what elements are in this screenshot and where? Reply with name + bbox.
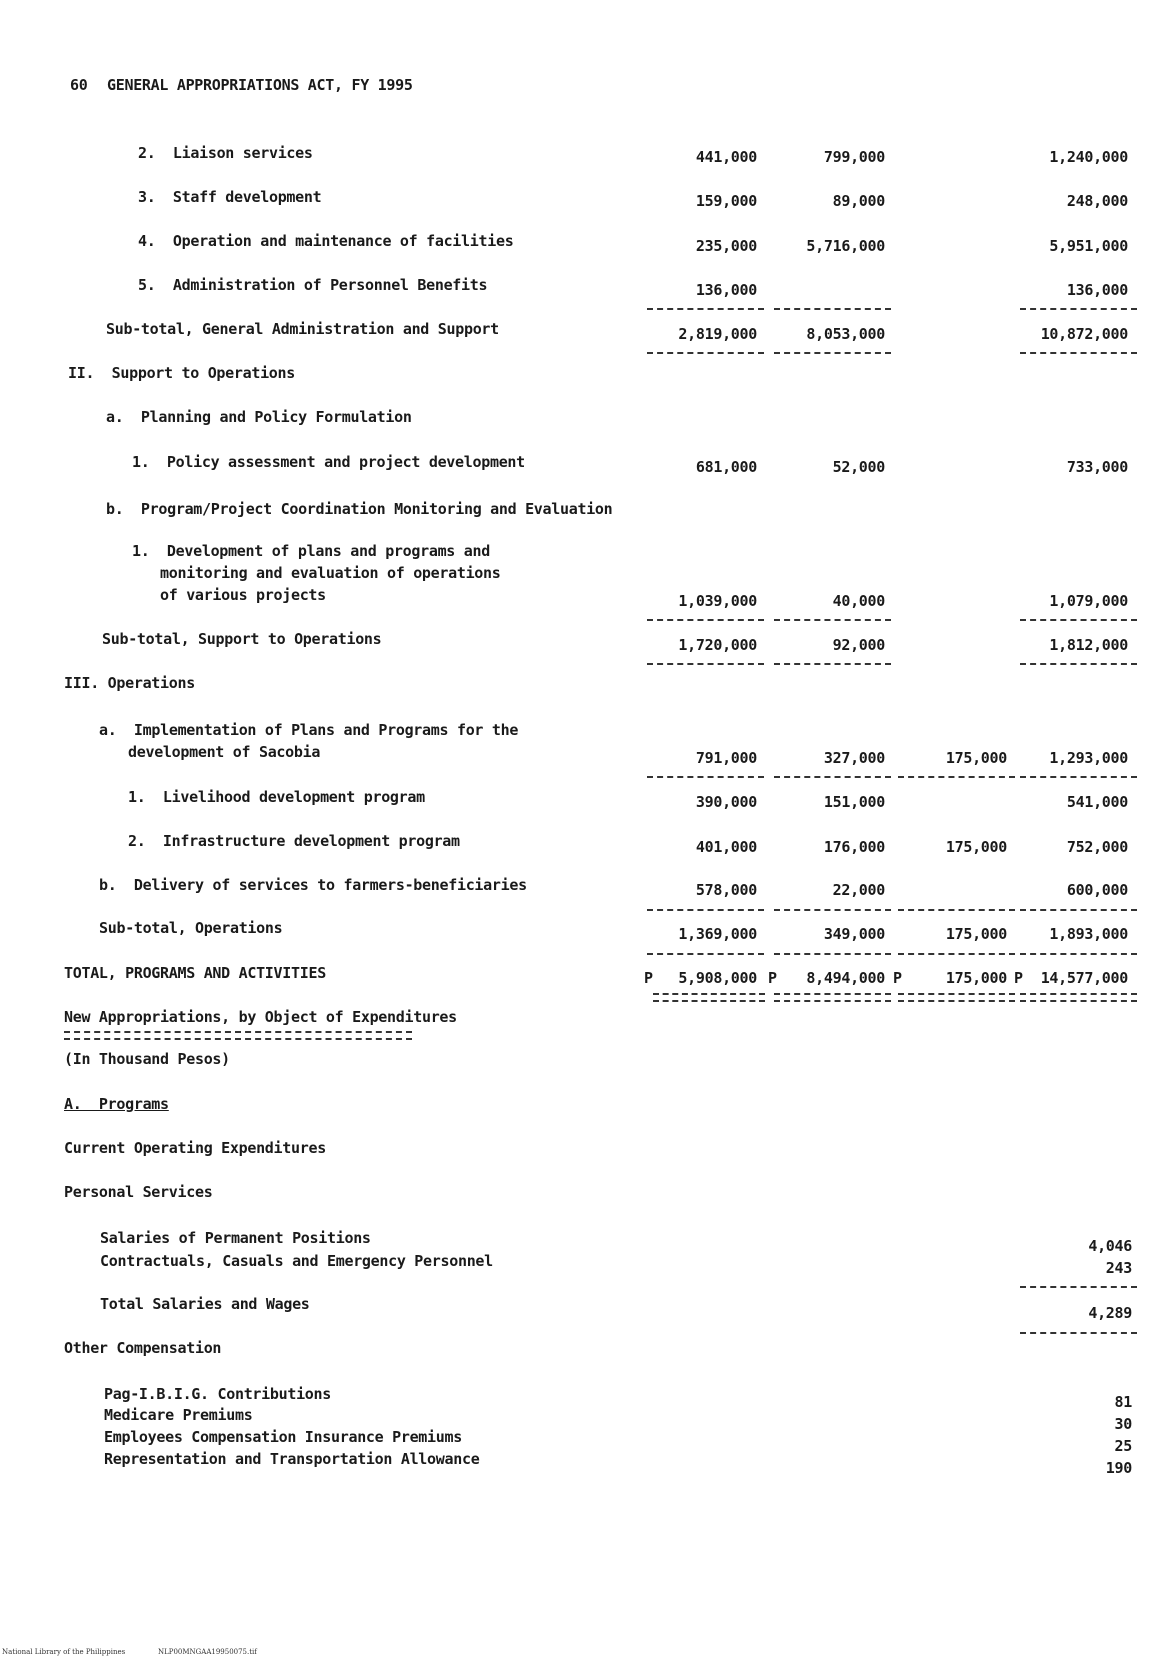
rule [1020,308,1137,310]
row-delivery-c4: 600,000 [1066,881,1128,899]
footer-file: NLP00MNGAA19950075.tif [158,1648,257,1656]
page-title: GENERAL APPROPRIATIONS ACT, FY 1995 [107,76,413,94]
total-salaries-label: Total Salaries and Wages [100,1295,310,1313]
row-staff-label: 3. Staff development [138,188,322,206]
subsection-program-coord: b. Program/Project Coordination Monitoring and Evaluation [106,500,613,518]
row-liaison-label: 2. Liaison services [138,144,313,162]
subsection-planning: a. Planning and Policy Formulation [106,408,412,426]
rule [1020,776,1137,778]
peso-sign: P [644,969,654,987]
subtotal-ops-c2: 349,000 [823,925,885,943]
rule [1020,663,1137,665]
double-rule [653,993,765,1002]
subtotal-gas-label: Sub-total, General Administration and Support [106,320,499,338]
programs-heading: A. Programs [64,1095,169,1113]
row-admin-c1: 136,000 [695,281,757,299]
subtotal-gas-c4: 10,872,000 [1040,325,1128,343]
total-c4: 14,577,000 [1040,969,1128,987]
row-policy-c2: 52,000 [832,458,885,476]
pagibig-label: Pag-I.B.I.G. Contributions [104,1385,332,1403]
rule [647,352,764,354]
subtotal-ops-c3: 175,000 [945,925,1007,943]
section-operations: III. Operations [64,674,195,692]
row-infrastructure-c4: 752,000 [1066,838,1128,856]
total-c3: 175,000 [945,969,1007,987]
ecip-value: 25 [1114,1437,1132,1455]
rule [774,776,891,778]
contractuals-label: Contractuals, Casuals and Emergency Personnel [100,1252,493,1270]
row-livelihood-c2: 151,000 [823,793,885,811]
rule [774,953,891,955]
row-opmaint-c1: 235,000 [695,237,757,255]
row-livelihood-c4: 541,000 [1066,793,1128,811]
row-policy-label: 1. Policy assessment and project development [132,453,525,471]
subtotal-ops-c4: 1,893,000 [1049,925,1128,943]
rata-value: 190 [1105,1459,1132,1477]
row-infrastructure-label: 2. Infrastructure development program [128,832,460,850]
row-devplans-label-2: monitoring and evaluation of operations [160,564,501,582]
rule [774,308,891,310]
rata-label: Representation and Transportation Allowance [104,1450,480,1468]
row-implementation-c2: 327,000 [823,749,885,767]
page-number: 60 [70,76,88,94]
current-opex-heading: Current Operating Expenditures [64,1139,326,1157]
row-livelihood-c1: 390,000 [695,793,757,811]
row-staff-c1: 159,000 [695,192,757,210]
subtotal-ops-c1: 1,369,000 [678,925,757,943]
subtotal-support-c1: 1,720,000 [678,636,757,654]
rule [898,909,1015,911]
row-policy-c1: 681,000 [695,458,757,476]
row-devplans-c4: 1,079,000 [1049,592,1128,610]
row-implementation-c3: 175,000 [945,749,1007,767]
peso-sign: P [893,969,903,987]
row-devplans-label-3: of various projects [160,586,326,604]
row-implementation-label-1: a. Implementation of Plans and Programs for the [99,721,519,739]
row-delivery-c2: 22,000 [832,881,885,899]
row-delivery-label: b. Delivery of services to farmers-beneficiaries [99,876,527,894]
rule [647,909,764,911]
subtotal-support-c2: 92,000 [832,636,885,654]
double-rule [898,993,1015,1002]
rule [1020,953,1137,955]
rule [774,909,891,911]
units-note: (In Thousand Pesos) [64,1050,230,1068]
rule [647,308,764,310]
rule [1020,1332,1137,1334]
contractuals-value: 243 [1105,1259,1132,1277]
subtotal-support-c4: 1,812,000 [1049,636,1128,654]
total-c1: 5,908,000 [678,969,757,987]
object-heading: New Appropriations, by Object of Expenditures [64,1008,457,1026]
rule [647,776,764,778]
rule [1020,352,1137,354]
row-liaison-c1: 441,000 [695,148,757,166]
subtotal-ops-label: Sub-total, Operations [99,919,283,937]
peso-sign: P [768,969,778,987]
footer-library: National Library of the Philippines [2,1648,126,1656]
row-admin-c4: 136,000 [1066,281,1128,299]
row-policy-c4: 733,000 [1066,458,1128,476]
row-staff-c2: 89,000 [832,192,885,210]
row-devplans-c2: 40,000 [832,592,885,610]
row-admin-label: 5. Administration of Personnel Benefits [138,276,488,294]
row-liaison-c2: 799,000 [823,148,885,166]
medicare-value: 30 [1114,1415,1132,1433]
rule [774,352,891,354]
row-liaison-c4: 1,240,000 [1049,148,1128,166]
row-devplans-label-1: 1. Development of plans and programs and [132,542,490,560]
row-delivery-c1: 578,000 [695,881,757,899]
row-devplans-c1: 1,039,000 [678,592,757,610]
rule [1020,1286,1137,1288]
total-c2: 8,494,000 [806,969,885,987]
row-opmaint-c4: 5,951,000 [1049,237,1128,255]
row-implementation-c1: 791,000 [695,749,757,767]
total-label: TOTAL, PROGRAMS AND ACTIVITIES [64,964,326,982]
total-salaries-value: 4,289 [1088,1304,1132,1322]
rule [898,776,1015,778]
pagibig-value: 81 [1114,1393,1132,1411]
rule [1020,619,1137,621]
rule [647,663,764,665]
row-implementation-c4: 1,293,000 [1049,749,1128,767]
double-rule [774,993,891,1002]
subtotal-support-label: Sub-total, Support to Operations [102,630,382,648]
rule [1020,909,1137,911]
row-infrastructure-c2: 176,000 [823,838,885,856]
section-support-ops: II. Support to Operations [68,364,296,382]
rule [774,619,891,621]
rule [774,663,891,665]
medicare-label: Medicare Premiums [104,1406,253,1424]
rule [647,619,764,621]
personal-services-heading: Personal Services [64,1183,213,1201]
row-opmaint-c2: 5,716,000 [806,237,885,255]
row-opmaint-label: 4. Operation and maintenance of facilities [138,232,514,250]
subtotal-gas-c2: 8,053,000 [806,325,885,343]
peso-sign: P [1014,969,1024,987]
double-rule [1020,993,1137,1002]
row-implementation-label-2: development of Sacobia [128,743,321,761]
other-comp-heading: Other Compensation [64,1339,222,1357]
salaries-permanent-value: 4,046 [1088,1237,1132,1255]
ecip-label: Employees Compensation Insurance Premiums [104,1428,462,1446]
subtotal-gas-c1: 2,819,000 [678,325,757,343]
row-infrastructure-c3: 175,000 [945,838,1007,856]
double-rule [64,1031,412,1040]
row-infrastructure-c1: 401,000 [695,838,757,856]
salaries-permanent-label: Salaries of Permanent Positions [100,1229,371,1247]
row-staff-c4: 248,000 [1066,192,1128,210]
row-livelihood-label: 1. Livelihood development program [128,788,425,806]
rule [647,953,764,955]
rule [898,953,1015,955]
